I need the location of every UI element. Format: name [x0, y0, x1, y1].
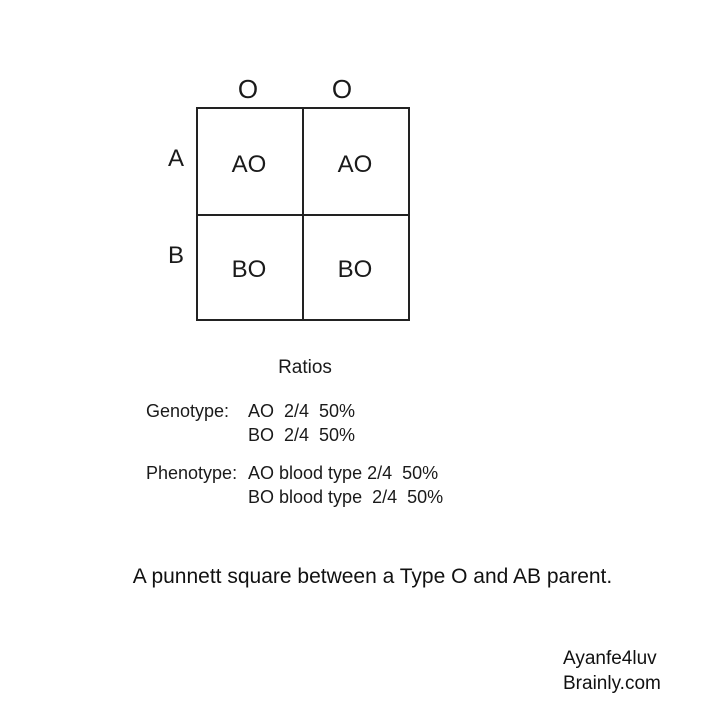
row-header-2: B — [167, 242, 184, 269]
grid-horizontal-divider — [196, 214, 410, 216]
genotype-line-2: BO 2/4 50% — [248, 425, 356, 445]
phenotype-label: Phenotype: — [146, 463, 238, 483]
figure-caption: A punnett square between a Type O and AB parent. — [132, 565, 613, 588]
genotype-line-1: AO 2/4 50% — [248, 401, 356, 421]
punnett-cell-b-o-2: BO — [337, 256, 373, 283]
credit-author: Ayanfe4luv — [563, 648, 657, 669]
row-header-1: A — [167, 145, 184, 172]
phenotype-line-2: BO blood type 2/4 50% — [248, 487, 444, 507]
phenotype-line-1: AO blood type 2/4 50% — [248, 463, 439, 483]
ratios-title: Ratios — [278, 357, 332, 378]
punnett-cell-b-o-1: BO — [231, 256, 267, 283]
column-header-1: O — [237, 74, 259, 104]
credit-site: Brainly.com — [563, 673, 661, 694]
genotype-label: Genotype: — [146, 401, 230, 421]
punnett-cell-a-o-1: AO — [231, 151, 267, 178]
column-header-2: O — [331, 74, 353, 104]
punnett-cell-a-o-2: AO — [337, 151, 373, 178]
